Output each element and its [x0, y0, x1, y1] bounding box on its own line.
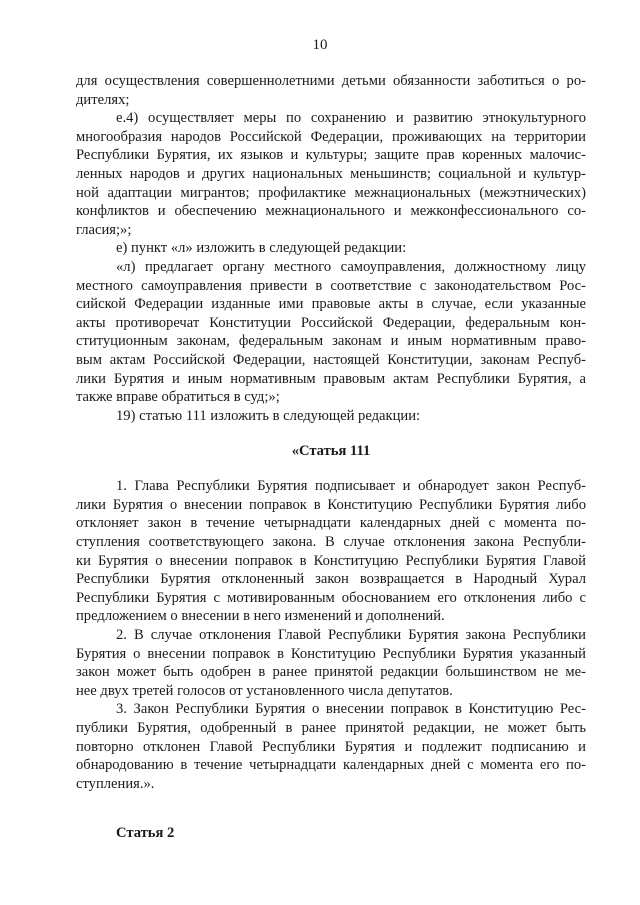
text-line: ституционным законам, федеральным законам и иным нормативным право- [76, 333, 586, 350]
text-line: предложением о внесении в него изменений и дополнений. [76, 608, 445, 625]
text-line: Бурятия о внесении поправок в Конституцию Республики Бурятия указанный [76, 645, 586, 662]
text-line: ступления соответствующего закона. В случае отклонения закона Республи- [76, 534, 586, 551]
document-body [76, 72, 586, 843]
text-line: сийской Федерации изданные ими правовые акты в случае, если указанные [76, 296, 586, 313]
text-line: отклоняет закон в течение четырнадцати календарных дней с момента по- [76, 515, 586, 532]
text-line: ной адаптации мигрантов; профилактике межнациональных (межэтнических) [76, 184, 586, 201]
text-line: «л) предлагает органу местного самоуправления, должностному лицу [116, 258, 586, 275]
text-line: конфликтов и обеспечению межнационального и межконфессионального со- [76, 203, 586, 220]
text-line: дителях; [76, 91, 130, 108]
text-line: закон может быть одобрен в ранее принятой редакции большинством не ме- [76, 664, 586, 681]
text-line: 2. В случае отклонения Главой Республики Бурятия закона Республики [116, 627, 586, 644]
text-line: ки Бурятия о внесении поправок в Конституцию Республики Бурятия Главой [76, 552, 586, 569]
page-number: 10 [312, 37, 328, 53]
text-line: многообразия народов Российской Федерации, проживающих на территории [76, 128, 586, 145]
text-line: акты противоречат Конституции Российской Федерации, федеральным кон- [76, 314, 586, 331]
article-heading: «Статья 111 [291, 443, 371, 460]
text-line: лики Бурятия о внесении поправок в Конституцию Республики Бурятия либо [76, 496, 586, 513]
text-line: 19) статью 111 изложить в следующей редакции: [116, 407, 421, 424]
text-line: ступления.». [76, 775, 155, 792]
text-line: повторно отклонен Главой Республики Бурятия и подлежит подписанию и [76, 738, 586, 755]
text-line: нее двух третей голосов от установленного числа депутатов. [76, 682, 453, 699]
text-line: е.4) осуществляет меры по сохранению и развитию этнокультурного [116, 110, 586, 127]
text-line: для осуществления совершеннолетними детьми обязанности заботиться о ро- [76, 73, 586, 89]
text-line: вым актам Российской Федерации, настоящей Конституции, законам Респуб- [76, 351, 586, 368]
text-line: 3. Закон Республики Бурятия о внесении поправок в Конституцию Рес- [116, 701, 586, 718]
text-line: местного самоуправления привести в соответствие с законодательством Рос- [76, 277, 586, 294]
text-line: 1. Глава Республики Бурятия подписывает и обнародует закон Респуб- [116, 478, 586, 495]
text-line: лики Бурятия и иным нормативным правовым актам Республики Бурятия, а [76, 370, 586, 387]
article2-heading: Статья 2 [116, 825, 175, 842]
text-line: публики Бурятия, одобренный в ранее принятой редакции, не может быть [76, 720, 586, 736]
text-line: также вправе обратиться в суд;»; [76, 389, 280, 406]
text-line: обнародованию в течение четырнадцати календарных дней с момента его по- [76, 757, 586, 774]
text-line: Республики Бурятия отклоненный закон возвращается в Народный Хурал [76, 571, 586, 588]
text-line: Республики Бурятия, их языков и культуры; защите прав коренных малочис- [76, 147, 586, 164]
text-line: гласия;»; [76, 221, 132, 238]
text-line: е) пункт «л» изложить в следующей редакции: [116, 240, 407, 257]
text-line: ленных народов и других национальных меньшинств; социальной и культур- [76, 165, 586, 182]
text-line: Республики Бурятия с мотивированным обоснованием его отклонения либо с [76, 589, 586, 606]
